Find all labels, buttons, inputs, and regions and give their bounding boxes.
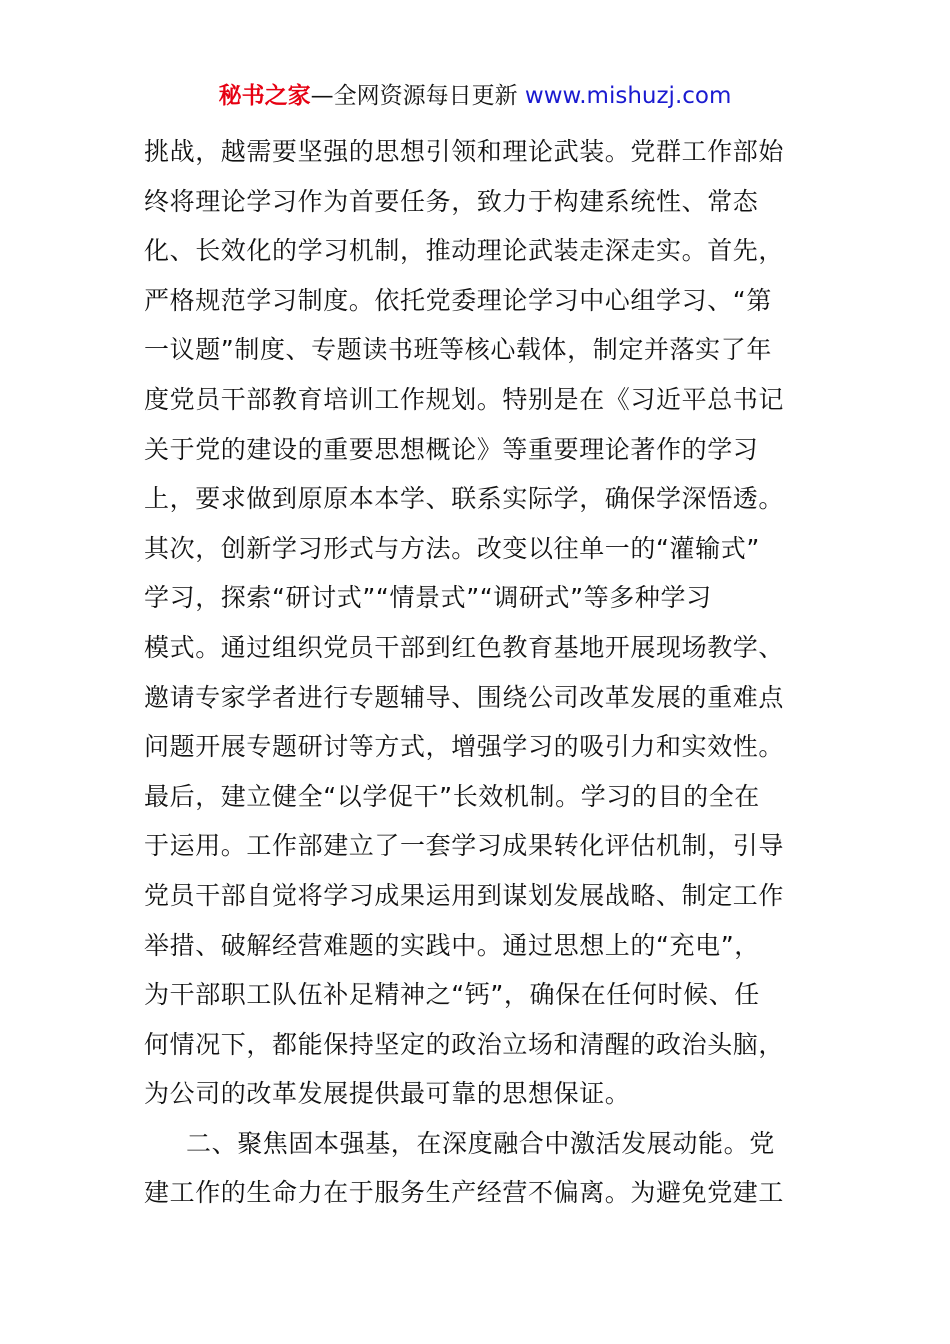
page-header xyxy=(0,80,950,112)
site-url[interactable]: www.mishuzj.com xyxy=(524,83,732,109)
text-line: 何情况下，都能保持坚定的政治立场和清醒的政治头脑， xyxy=(144,1029,785,1059)
text-line: 最后，建立健全“以学促干”长效机制。学习的目的全在 xyxy=(144,781,760,811)
text-line: 化、长效化的学习机制，推动理论武装走深走实。首先， xyxy=(144,236,785,266)
text-line: 度党员干部教育培训工作规划。特别是在《习近平总书记 xyxy=(144,384,785,414)
text-line: 问题开展专题研讨等方式，增强学习的吸引力和实效性。 xyxy=(144,732,785,762)
text-line: 一议题”制度、专题读书班等核心载体，制定并落实了年 xyxy=(144,335,772,365)
text-line: 党员干部自觉将学习成果运用到谋划发展战略、制定工作 xyxy=(144,880,785,910)
document-body xyxy=(144,127,814,1218)
text-line: 严格规范学习制度。依托党委理论学习中心组学习、“第 xyxy=(144,285,772,315)
text-line: 举措、破解经营难题的实践中。通过思想上的“充电”， xyxy=(144,930,760,960)
text-line: 为公司的改革发展提供最可靠的思想保证。 xyxy=(144,1079,631,1109)
text-line: 其次，创新学习形式与方法。改变以往单一的“灌输式” xyxy=(144,533,760,563)
section-heading-line: 二、聚焦固本强基，在深度融合中激活发展动能。党 xyxy=(186,1128,775,1158)
text-line: 建工作的生命力在于服务生产经营不偏离。为避免党建工 xyxy=(144,1178,785,1208)
text-line: 学习，探索“研讨式”“情景式”“调研式”等多种学习 xyxy=(144,583,712,613)
text-line: 为干部职工队伍补足精神之“钙”，确保在任何时候、任 xyxy=(144,980,760,1010)
text-line: 终将理论学习作为首要任务，致力于构建系统性、常态 xyxy=(144,186,759,216)
text-line: 于运用。工作部建立了一套学习成果转化评估机制，引导 xyxy=(144,831,785,861)
text-line: 挑战，越需要坚强的思想引领和理论武装。党群工作部始 xyxy=(144,137,785,166)
text-line: 上，要求做到原原本本学、联系实际学，确保学深悟透。 xyxy=(144,484,785,514)
text-line: 关于党的建设的重要思想概论》等重要理论著作的学习 xyxy=(144,434,759,464)
text-line: 模式。通过组织党员干部到红色教育基地开展现场教学、 xyxy=(144,632,785,662)
site-brand: 秘书之家 xyxy=(218,83,311,109)
text-line: 邀请专家学者进行专题辅导、围绕公司改革发展的重难点 xyxy=(144,682,785,712)
site-tagline: —全网资源每日更新 xyxy=(310,83,525,109)
